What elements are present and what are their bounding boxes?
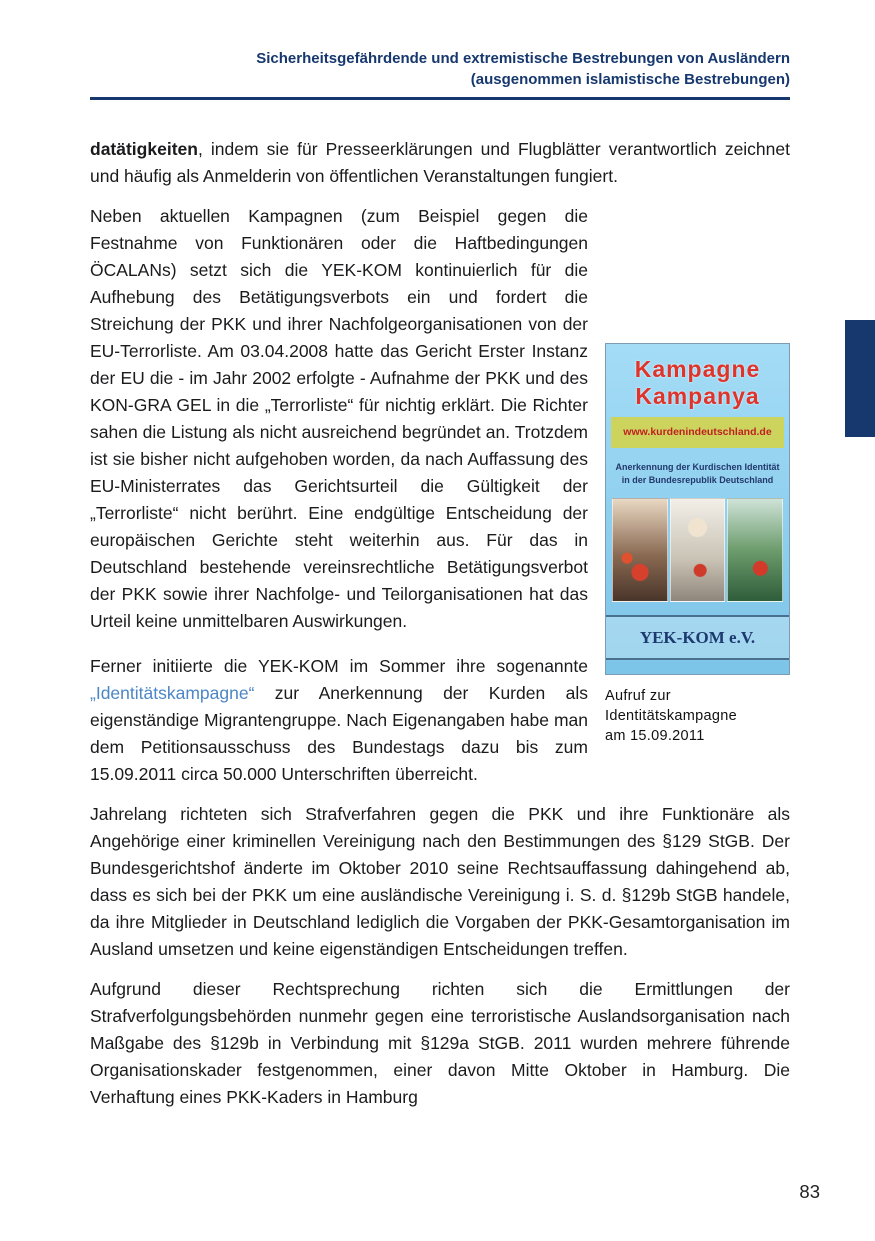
chapter-edge-tab [845, 320, 875, 437]
caption-line-3: am 15.09.2011 [605, 728, 705, 744]
paragraph-2-text: Neben aktuellen Kampagnen (zum Beispiel gegen die Festnahme von Funktionären oder die Haftbedingungen ÖCALANs) setzt sich die YEK-KOM kontinuierlich für die Aufhebung des Betätigungsverbots ein und fordert die Streichung der PKK und ihrer Nachfolgeorganisationen von der EU-Terrorliste. Am 03.04.2008 hatte das Gericht Erster Instanz der EU die - im Jahr 2002 erfolgte - Aufnahme der PKK und des KON-GRA GEL in die „Terrorliste“ für nichtig erklärt. Die Richter sahen die Listung als nicht ausreichend begründet an. Trotzdem ist sie bisher nicht aufgehoben worden, da nach Auffassung des EU-Ministerrates das Gerichtsurteil die Gültigkeit der „Terrorliste“ nicht berührt. Eine endgültige Entscheidung der europäischen Gerichte steht weiterhin aus. Für das in Deutschland bestehende vereinsrechtliche Betätigungsverbot der PKK sowie ihrer Nachfolge- und Teilorganisationen hat das Urteil keine unmittelbaren Auswirkungen. [90, 206, 588, 631]
caption-line-2: Identitätskampagne [605, 708, 737, 724]
page-number: 83 [799, 1181, 820, 1202]
poster-figure [605, 343, 790, 746]
poster-photo-2 [670, 498, 726, 602]
poster-image [605, 343, 790, 675]
page-content [90, 100, 790, 1111]
poster-subtitle [615, 461, 779, 487]
paragraph-3-text-after: zur Anerkennung der Kurden als eigenständige Migrantengruppe. Nach Eigenangaben habe man dem Petitionsausschuss des Bundestags dazu bis zum 15.09.2011 circa 50.000 Unterschriften überreicht. [90, 682, 588, 784]
poster-caption [605, 686, 790, 746]
paragraph-5: Aufgrund dieser Rechtsprechung richten sich die Ermittlungen der Strafverfolgungsbehörden nunmehr gegen eine terroristische Auslandsorganisation nach Maßgabe des §129b in Verbindung mit §129a StGB. 2011 wurden mehrere führende Organisationskader festgenommen, einer davon Mitte Oktober in Hamburg. Die Verhaftung eines PKK-Kaders in Hamburg [90, 978, 790, 1107]
header-line-1: Sicherheitsgefährdende und extremistische Bestrebungen von Ausländern [256, 50, 790, 67]
paragraph-1-lead-bold: datätigkeiten [90, 139, 198, 159]
paragraph-1 [90, 136, 790, 190]
poster-organisation-name: YEK-KOM e.V. [606, 615, 789, 660]
paragraph-4: Jahrelang richteten sich Strafverfahren gegen die PKK und ihre Funktionäre als Angehörige einer kriminellen Vereinigung nach den Bestimmungen des §129 StGB. Der Bundesgerichtshof änderte im Oktober 2010 seine Rechtsauffassung dahingehend ab, dass es sich bei der PKK um eine ausländische Vereinigung i. S. d. §129b StGB handele, da ihre Mitglieder in Deutschland lediglich die Vorgaben der PKK-Gesamtorganisation im Ausland umsetzen und keine eigenständigen Entscheidungen treffen. [90, 803, 790, 959]
header-line-2: (ausgenommen islamistische Bestrebungen) [470, 71, 790, 88]
poster-photo-collage [606, 498, 789, 602]
caption-line-1: Aufruf zur [605, 688, 671, 704]
paragraph-3-text-before: Ferner initiierte die YEK-KOM im Sommer ihre sogenannte [90, 655, 588, 676]
poster-photo-1 [612, 498, 668, 602]
paragraph-1-text: , indem sie für Presseerklärungen und Flugblätter verantwortlich zeichnet und häufig als Anmelderin von öffentlichen Veranstaltungen fungiert. [90, 139, 790, 186]
poster-title [635, 356, 761, 410]
poster-subtitle-line-2: in der Bundesrepublik Deutschland [621, 475, 774, 485]
identitaetskampagne-link[interactable]: „Identitätskampagne“ [90, 682, 255, 703]
poster-title-line-1: Kampagne [634, 356, 761, 382]
poster-subtitle-line-1: Anerkennung der Kurdischen Identität [615, 462, 780, 472]
poster-title-line-2: Kampanya [635, 383, 760, 409]
poster-photo-3 [727, 498, 783, 602]
poster-url-text: www.kurdenindeutschland.de [611, 417, 784, 448]
page-header [90, 48, 790, 90]
